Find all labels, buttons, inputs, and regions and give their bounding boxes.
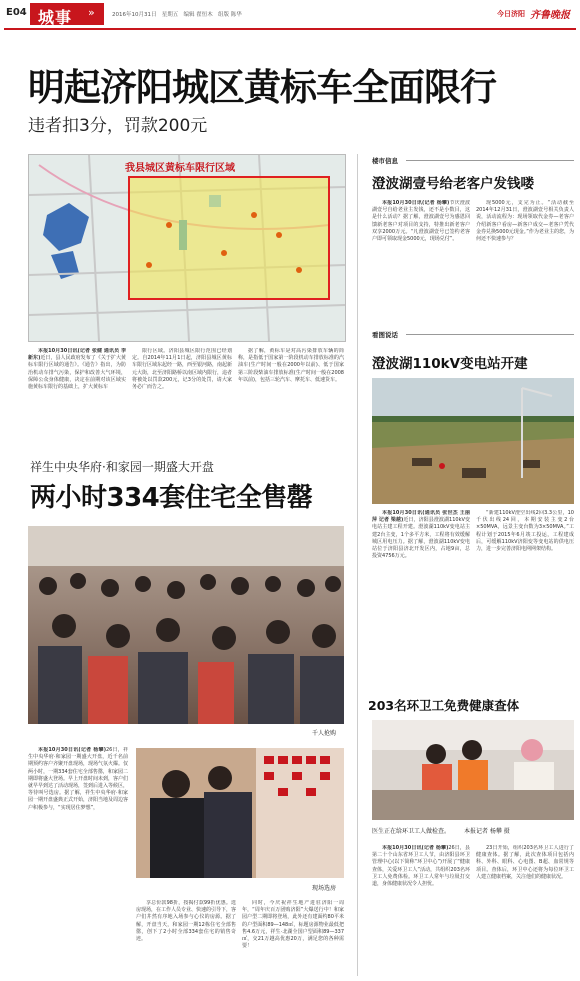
briefs-label: 楼市信息 bbox=[372, 157, 398, 165]
house-selection-photo bbox=[136, 748, 344, 878]
newspaper-logo: 齐鲁晚报 bbox=[530, 10, 570, 21]
health-check-photo bbox=[372, 720, 574, 820]
briefs-text-2: 现5000元，支完为止。“活动截至2014年12月31日，澄波湖壹号相关负责人说，活动流程为：现场领取代金券—老客户介绍新客户看房—新客户成交—老客户凭代金券兑换5000元现金。”作为老业主的您，为何还不快速参与？ bbox=[476, 200, 574, 243]
briefs-body-col2 bbox=[476, 200, 574, 316]
map-graphic bbox=[29, 155, 345, 341]
lead-text-3: 据了解，黄标车是对高污染排放车辆的简称，是指低于国家第一阶段机动车排放标准的汽油车(生产时间一般在2000年以前)、低于国家第三阶段柴油车排放标准(生产时间一般在2008年以前)，包括三轮汽车、摩托车、低速货车。 bbox=[238, 348, 344, 383]
housing-text-2: 享总价款98折，按揭付款99折优惠。选房现场，在工作人员专业、快速的引导下，客户们井然有序地入场参与心仪的房源。据了解，开盘当天，和家园一期12栋住宅全部售罄，创下了2小时全部334套住宅的销售奇迹。 bbox=[136, 900, 236, 943]
briefs-headline: 澄波湖壹号给老客户发钱喽 bbox=[372, 176, 534, 192]
health-body-col2 bbox=[476, 845, 574, 975]
station-text-1: 近日，济阳县澄波湖110kV变电站主建工程开建。澄波湖110kV变电站主建2台主变，1个多平方米，工程将有效缓解城区用电压力。据了解，澄波湖110kV变电站位于济阳县济北开发区内，占地9亩，总投资4756万元。 bbox=[372, 517, 470, 560]
dateline bbox=[112, 10, 242, 18]
substation-photo-graphic bbox=[372, 378, 574, 504]
briefs-body-col1 bbox=[372, 200, 470, 316]
health-check-graphic bbox=[372, 720, 574, 820]
station-label-rule bbox=[406, 334, 574, 335]
housing-text-3: 同时，今庆祝祥生地产进驻济阳一周年，“周年庆百万团购济阳”大爆送行中！和家园户型二期即将登场，此外还有建面约80平米的户型面积89—148㎡，标题房源物业最低把售4.6万元，祥生·北湖全国户型面积89—337㎡，交21万越高优惠20万，满足您的各种需要！ bbox=[242, 900, 344, 950]
housing-body-col1 bbox=[28, 747, 128, 975]
station-byline: 本报10月30日讯(通讯员 张世杰 王丽萍 记者 梁越) bbox=[372, 510, 470, 524]
masthead-rule bbox=[4, 28, 576, 30]
issue-weekday: 星期五 bbox=[161, 12, 179, 18]
health-photo-caption bbox=[372, 826, 574, 835]
house-selection-graphic bbox=[136, 748, 344, 878]
section-tab bbox=[30, 3, 104, 25]
crowd-photo-credit: 千人抢购 bbox=[312, 730, 337, 737]
lead-subhead: 违者扣3分，罚款200元 bbox=[28, 116, 208, 136]
housing-text-1: 26日，祥生中央华府·和家园一期盛大开盘，近千名前期预约客户齐聚开盘现场，现场气氛火爆。仅两小时，一期334套住宅全部售罄，和家园二期即将盛大登场。早上开盘时间未到，客户们就早早到达了活动现场，签到后进入等候区，等待叫号选房。据了解，祥生中央华府·和家园一期开盘盛典正式开始，济阳当地及周边客户积极参与，“实现居住梦想”， bbox=[28, 747, 128, 811]
section-title: 城事 bbox=[38, 8, 73, 27]
lead-text-1: 近日，县人民政府发布了《关于扩大黄标车限行区域的通告》。《通告》指出，为防治机动车排气污染，保护和改善大气环境，保障公众身体健康，决定在前期对该区域实施黄标车限行的基础上，扩大黄标车 bbox=[28, 355, 126, 391]
health-photo-credit: 本报记者 杨攀 摄 bbox=[463, 828, 510, 835]
masthead bbox=[0, 0, 580, 28]
health-headline: 203名环卫工免费健康查体 bbox=[368, 698, 520, 713]
restriction-zone-map bbox=[28, 154, 346, 342]
housing-body-col3 bbox=[242, 900, 344, 976]
housing-byline: 本报10月30日讯(记者 杨攀) bbox=[38, 747, 106, 753]
station-body-col1 bbox=[372, 510, 470, 680]
lead-text-2: 限行区域。济阳县城区限行范围已经划定。自2014年11月1日起，济阳县城区黄标车限行区域东起经一路，西至银河路，南起新元大街，北至济阳路桥以南区域内限行，违者将被处以罚款200元，记3分的处罚，请大家务必广而告之。 bbox=[132, 348, 232, 391]
health-byline: 本报10月30日讯(记者 杨攀) bbox=[382, 845, 449, 851]
page-number: E04 bbox=[6, 7, 27, 18]
lead-body-col1 bbox=[28, 348, 126, 432]
station-body-col2 bbox=[476, 510, 574, 680]
lead-body-col3 bbox=[238, 348, 344, 432]
house-selection-caption: 现场选房 bbox=[312, 885, 337, 892]
health-text-1: 26日，县第二十个山东省环卫工人节，由济阳县环卫管理中心(以下简称“环卫中心”)开展了“健康查体，关爱环卫工人”活动，共组织203名环卫工人免费体检。环卫工人常年与垃圾打交道，身体健康状况令人担忧。 bbox=[372, 845, 470, 888]
substation-photo bbox=[372, 378, 574, 504]
crowd-photo-graphic bbox=[28, 526, 344, 724]
housing-body-col2 bbox=[136, 900, 236, 976]
brand-name: 今日济阳 bbox=[497, 10, 525, 18]
briefs-label-rule bbox=[406, 160, 574, 161]
chevron-right-icon: » bbox=[88, 6, 95, 19]
map-title: 我县城区黄标车限行区域 bbox=[125, 163, 235, 174]
lead-headline: 明起济阳城区黄标车全面限行 bbox=[28, 66, 496, 109]
issue-date: 2016年10月31日 bbox=[112, 12, 157, 18]
briefs-byline: 本报10月30日讯(记者 杨攀) bbox=[382, 200, 450, 206]
housing-headline: 两小时334套住宅全售罄 bbox=[30, 483, 313, 513]
lead-body-col2 bbox=[132, 348, 232, 432]
editor-credit: 编辑 翟恒木 bbox=[183, 12, 213, 18]
layout-credit: 组版 陈华 bbox=[218, 12, 242, 18]
health-caption-text: 医生正在给环卫工人做检查。 bbox=[372, 828, 451, 835]
crowd-photo bbox=[28, 526, 344, 724]
housing-kicker: 祥生中央华府·和家园一期盛大开盘 bbox=[30, 460, 214, 474]
station-label: 看图说话 bbox=[372, 331, 398, 339]
health-text-2: 23日开始，组织203名环卫工人进行了健康查体。据了解，此次查体项目包括内科、外科、眼科、心电图、B超、血常规等项目。查体后，环卫中心还将为每位环卫工人建立健康档案，关注他们的健康状况。 bbox=[476, 845, 574, 880]
station-text-2: “新建110kV澄空出线2回3.3公里，10千伏出线24回，本期安装主变2台×50MVA，远景主变台数为3×50MVA。”工程计划于2015年6月竣工投运，工程建成后，可缓解110kV济阳变等变电站的供电压力，进一步完善济阳电网网架结构。 bbox=[476, 510, 574, 553]
lead-byline: 本报10月30日讯(记者 张健 通讯员 李新东) bbox=[28, 348, 126, 362]
station-headline: 澄波湖110kV变电站开建 bbox=[372, 356, 528, 372]
briefs-text-1: 节庆澄波湖壹号自给老业主发钱，还不是小数目，这是什么活动？据了解，澄波湖壹号为感恩回馈新老客户对项目的支持，特推出新老客户双享2000万元。“凡澄波湖壹号已签约老客户即可领取现金5000元，现场兑付”。 bbox=[372, 200, 470, 243]
health-body-col1 bbox=[372, 845, 470, 975]
column-divider bbox=[357, 154, 358, 976]
